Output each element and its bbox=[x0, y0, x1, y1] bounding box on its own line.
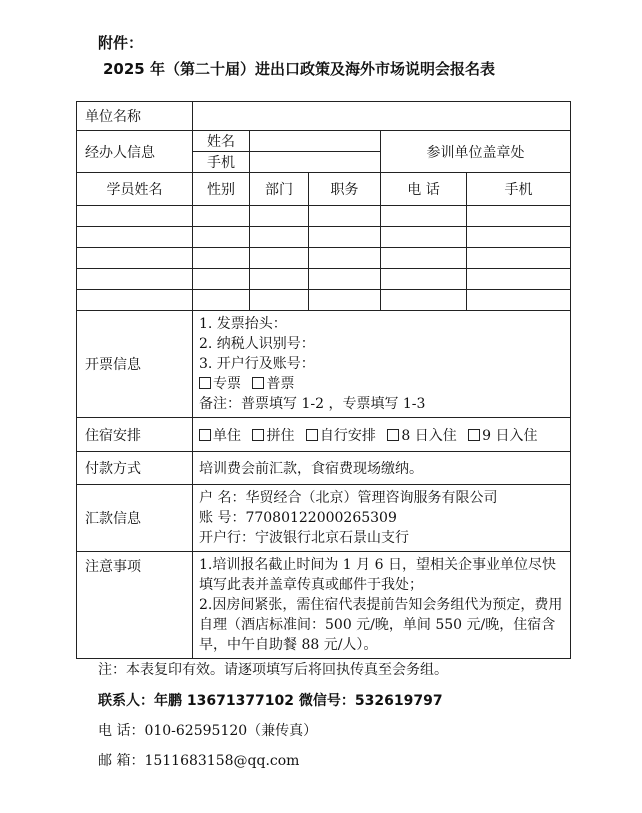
option-special-invoice: 专票 bbox=[213, 376, 241, 392]
student-cell[interactable] bbox=[250, 206, 309, 227]
payment-method-text: 培训费会前汇款，食宿费现场缴纳。 bbox=[193, 452, 571, 485]
student-cell[interactable] bbox=[309, 206, 381, 227]
attachment-label: 附件： bbox=[98, 34, 144, 52]
col-department: 部门 bbox=[250, 173, 309, 206]
student-cell[interactable] bbox=[467, 227, 571, 248]
col-mobile: 手机 bbox=[467, 173, 571, 206]
account-name: 户 名：华贸经合（北京）管理咨询服务有限公司 bbox=[199, 490, 498, 506]
remittance-info-label: 汇款信息 bbox=[77, 485, 193, 552]
unit-name-field[interactable] bbox=[193, 102, 571, 131]
stamp-area: 参训单位盖章处 bbox=[381, 131, 571, 173]
student-cell[interactable] bbox=[381, 206, 467, 227]
contact-phone-label: 手机 bbox=[193, 152, 250, 173]
checkbox-icon[interactable] bbox=[199, 377, 211, 389]
col-gender: 性别 bbox=[193, 173, 250, 206]
contact-person: 联系人：年鹏 13671377102 微信号：532619797 bbox=[98, 693, 443, 709]
student-cell[interactable] bbox=[77, 269, 193, 290]
option-normal-invoice: 普票 bbox=[266, 376, 295, 392]
student-cell[interactable] bbox=[193, 269, 250, 290]
invoice-info-content[interactable] bbox=[193, 311, 571, 418]
student-cell[interactable] bbox=[381, 227, 467, 248]
student-cell[interactable] bbox=[77, 206, 193, 227]
lodging-label: 住宿安排 bbox=[77, 418, 193, 452]
payment-method-label: 付款方式 bbox=[77, 452, 193, 485]
student-cell[interactable] bbox=[77, 290, 193, 311]
notes-content bbox=[193, 552, 571, 659]
note-item-2: 2.因房间紧张，需住宿代表提前告知会务组代为预定，费用自理（酒店标准间：500 元/晚，单间 550 元/晚，住宿含早，中午自助餐 88 元/人）。 bbox=[199, 597, 563, 653]
student-cell[interactable] bbox=[467, 248, 571, 269]
student-cell[interactable] bbox=[193, 227, 250, 248]
student-cell[interactable] bbox=[309, 290, 381, 311]
registration-form-table bbox=[76, 101, 571, 659]
student-row[interactable] bbox=[77, 248, 571, 269]
checkbox-icon[interactable] bbox=[306, 429, 318, 441]
footer-note: 注：本表复印有效。请逐项填写后将回执传真至会务组。 bbox=[98, 662, 448, 678]
contact-phone-field[interactable] bbox=[250, 152, 381, 173]
student-cell[interactable] bbox=[309, 227, 381, 248]
option-single-room: 单住 bbox=[213, 427, 241, 444]
student-cell[interactable] bbox=[467, 290, 571, 311]
student-cell[interactable] bbox=[309, 248, 381, 269]
student-cell[interactable] bbox=[250, 269, 309, 290]
invoice-info-label: 开票信息 bbox=[77, 311, 193, 418]
account-number: 账 号：77080122000265309 bbox=[199, 510, 397, 526]
invoice-line-bank: 3. 开户行及账号： bbox=[199, 356, 315, 372]
student-cell[interactable] bbox=[250, 248, 309, 269]
student-cell[interactable] bbox=[77, 227, 193, 248]
option-checkin-8th: 8 日入住 bbox=[401, 427, 457, 444]
student-cell[interactable] bbox=[193, 290, 250, 311]
unit-name-label: 单位名称 bbox=[77, 102, 193, 131]
checkbox-icon[interactable] bbox=[252, 377, 264, 389]
col-student-name: 学员姓名 bbox=[77, 173, 193, 206]
checkbox-icon[interactable] bbox=[199, 429, 211, 441]
student-row[interactable] bbox=[77, 269, 571, 290]
student-cell[interactable] bbox=[250, 227, 309, 248]
student-row[interactable] bbox=[77, 290, 571, 311]
student-cell[interactable] bbox=[381, 248, 467, 269]
student-row[interactable] bbox=[77, 206, 571, 227]
contact-info-label: 经办人信息 bbox=[77, 131, 193, 173]
invoice-type-options bbox=[199, 374, 564, 394]
student-cell[interactable] bbox=[467, 206, 571, 227]
contact-phone: 电 话：010-62595120（兼传真） bbox=[98, 723, 318, 739]
form-title: 2025 年（第二十届）进出口政策及海外市场说明会报名表 bbox=[103, 60, 495, 78]
checkbox-icon[interactable] bbox=[252, 429, 264, 441]
col-position: 职务 bbox=[309, 173, 381, 206]
contact-name-label: 姓名 bbox=[193, 131, 250, 152]
remittance-info-content bbox=[193, 485, 571, 552]
student-cell[interactable] bbox=[250, 290, 309, 311]
lodging-options bbox=[193, 418, 571, 452]
option-checkin-9th: 9 日入住 bbox=[482, 427, 538, 444]
student-cell[interactable] bbox=[77, 248, 193, 269]
student-header-row bbox=[77, 173, 571, 206]
notes-label: 注意事项 bbox=[77, 552, 193, 659]
invoice-note: 备注：普票填写 1-2 ，专票填写 1-3 bbox=[199, 396, 426, 412]
student-cell[interactable] bbox=[193, 248, 250, 269]
option-shared-room: 拼住 bbox=[266, 427, 295, 444]
student-cell[interactable] bbox=[193, 206, 250, 227]
bank-name: 开户行：宁波银行北京石景山支行 bbox=[199, 530, 409, 546]
option-self-arranged: 自行安排 bbox=[319, 427, 376, 444]
contact-email: 邮 箱：1511683158@qq.com bbox=[98, 753, 300, 769]
contact-name-field[interactable] bbox=[250, 131, 381, 152]
student-row[interactable] bbox=[77, 227, 571, 248]
invoice-line-title: 1. 发票抬头： bbox=[199, 316, 287, 332]
student-cell[interactable] bbox=[381, 290, 467, 311]
checkbox-icon[interactable] bbox=[468, 429, 480, 441]
col-telephone: 电 话 bbox=[381, 173, 467, 206]
note-item-1: 1.培训报名截止时间为 1 月 6 日，望相关企事业单位尽快填写此表并盖章传真或邮件于我处； bbox=[199, 557, 556, 593]
student-cell[interactable] bbox=[309, 269, 381, 290]
student-cell[interactable] bbox=[467, 269, 571, 290]
student-cell[interactable] bbox=[381, 269, 467, 290]
checkbox-icon[interactable] bbox=[387, 429, 399, 441]
invoice-line-taxid: 2. 纳税人识别号： bbox=[199, 336, 315, 352]
